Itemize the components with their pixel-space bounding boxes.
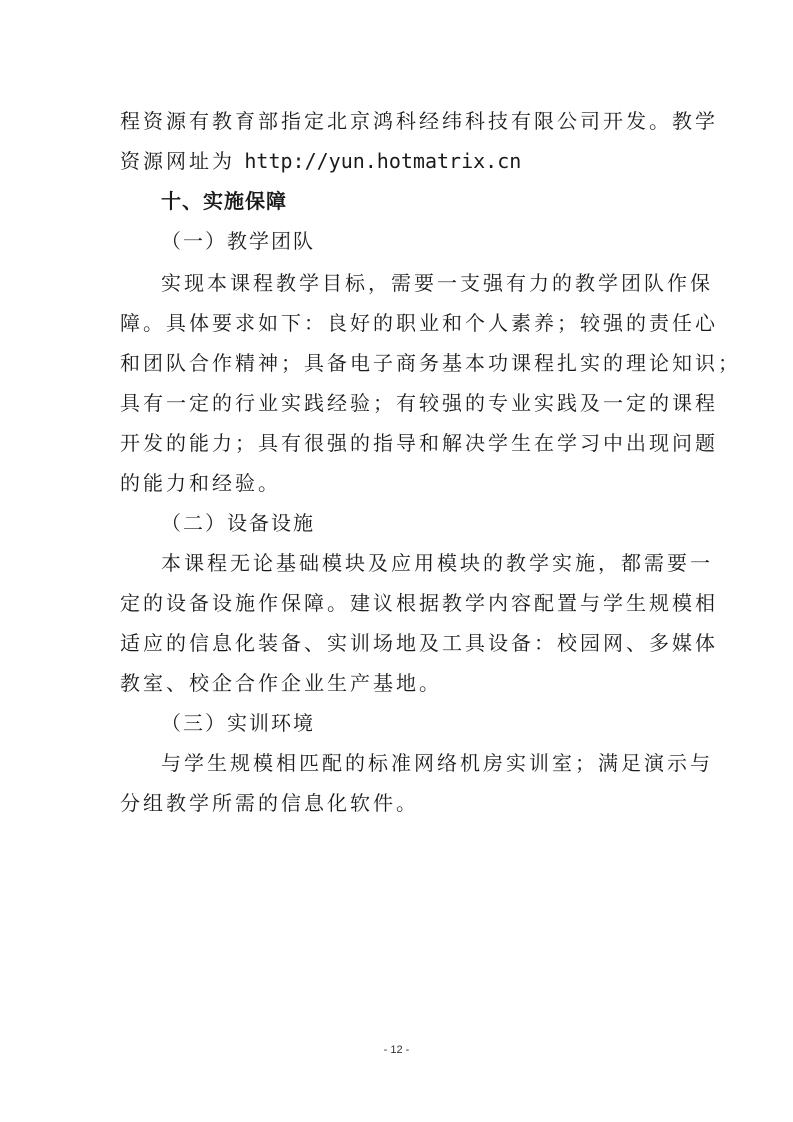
paragraph-line xyxy=(120,148,680,174)
paragraph-line: 障。具体要求如下：良好的职业和个人素养；较强的责任心 xyxy=(120,311,718,335)
paragraph-text: 资源网址为 xyxy=(120,149,245,173)
paragraph-line: 的能力和经验。 xyxy=(120,471,281,495)
subsection-heading: （一）教学团队 xyxy=(161,229,315,253)
paragraph-line: 教室、校企合作企业生产基地。 xyxy=(120,671,442,695)
section-heading: 十、实施保障 xyxy=(161,189,287,213)
paragraph-line: 和团队合作精神；具备电子商务基本功课程扎实的理论知识； xyxy=(120,351,741,375)
paragraph-line: 实现本课程教学目标，需要一支强有力的教学团队作保 xyxy=(161,271,713,295)
paragraph-line: 定的设备设施作保障。建议根据教学内容配置与学生规模相 xyxy=(120,591,718,615)
paragraph-line: 程资源有教育部指定北京鸿科经纬科技有限公司开发。教学 xyxy=(120,109,718,133)
subsection-heading: （三）实训环境 xyxy=(161,711,315,735)
subsection-heading: （二）设备设施 xyxy=(161,511,315,535)
paragraph-line: 具有一定的行业实践经验；有较强的专业实践及一定的课程 xyxy=(120,391,718,415)
paragraph-line: 本课程无论基础模块及应用模块的教学实施，都需要一 xyxy=(161,551,713,575)
paragraph-line: 与学生规模相匹配的标准网络机房实训室；满足演示与 xyxy=(161,751,713,775)
paragraph-line: 适应的信息化装备、实训场地及工具设备：校园网、多媒体 xyxy=(120,631,718,655)
paragraph-line: 分组教学所需的信息化软件。 xyxy=(120,791,419,815)
paragraph-line: 开发的能力；具有很强的指导和解决学生在学习中出现问题 xyxy=(120,431,718,455)
page-number: - 12 - xyxy=(383,1044,410,1056)
resource-url: http://yun.hotmatrix.cn xyxy=(244,149,522,173)
